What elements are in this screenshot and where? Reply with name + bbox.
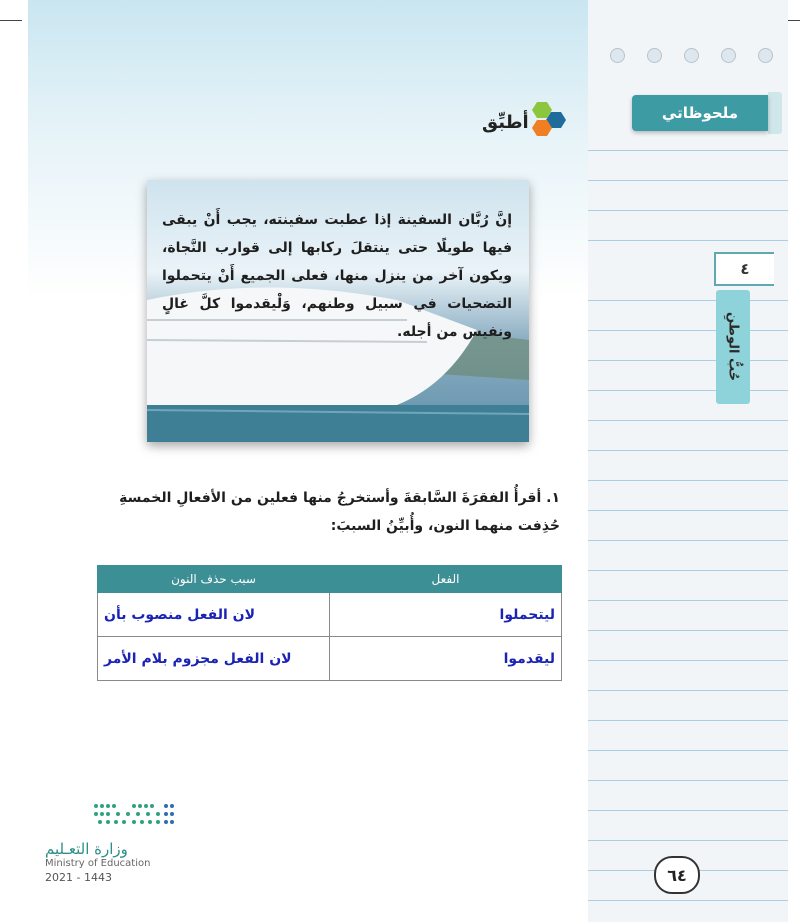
exercise-question: ١. أقرأُ الفقرَةَ السَّابقةَ وأستخرجُ منها فعلين من الأفعالِ الخمسةِ حُذِفت منهما النون، وأُبيِّنُ السببَ: (119, 490, 560, 534)
verb-cell[interactable]: ليقدموا (330, 637, 562, 681)
column-header-reason: سبب حذف النون (98, 566, 330, 593)
page-number: ٦٤ (654, 856, 700, 894)
binder-hole-icon (684, 48, 699, 63)
binder-hole-icon (647, 48, 662, 63)
ministry-dots-icon (90, 800, 180, 832)
unit-title-tab: حُبُّ الوطنِ (716, 290, 750, 404)
crop-mark (0, 20, 22, 21)
ministry-name-ar: وزارة التعـليم (45, 840, 128, 858)
table-row (98, 593, 562, 637)
ministry-name-en: Ministry of Education (45, 858, 151, 869)
reading-passage: إنَّ رُبَّان السفينة إذا عطبت سفينته، يجب أَنْ يبقى فيها طويلًا حتى ينتقلَ ركابها إلى قوارب النَّجاة، ويكون آخر من ينزل منها، فعلى الجميع أَنْ يتحملوا التضحيات في سبيل وطنهم، وَلْيقدموا كلَّ غالٍ ونفيس من أجله. (162, 212, 512, 340)
binder-hole-icon (721, 48, 736, 63)
binder-hole-icon (610, 48, 625, 63)
reason-cell[interactable]: لان الفعل مجزوم بلام الأمر (98, 637, 330, 681)
notes-sidebar (588, 0, 788, 922)
notes-label: ملحوظاتي (632, 95, 768, 131)
binder-hole-icon (758, 48, 773, 63)
edition-year: 2021 - 1443 (45, 871, 112, 884)
section-title: أطبِّق (482, 112, 529, 133)
table-header-row (98, 566, 562, 593)
table-row (98, 637, 562, 681)
verb-cell[interactable]: ليتحملوا (330, 593, 562, 637)
answer-table (97, 565, 562, 681)
unit-number: ٤ (714, 252, 774, 286)
reason-cell[interactable]: لان الفعل منصوب بأن (98, 593, 330, 637)
column-header-verb: الفعل (330, 566, 562, 593)
notes-tab-edge (768, 92, 782, 134)
